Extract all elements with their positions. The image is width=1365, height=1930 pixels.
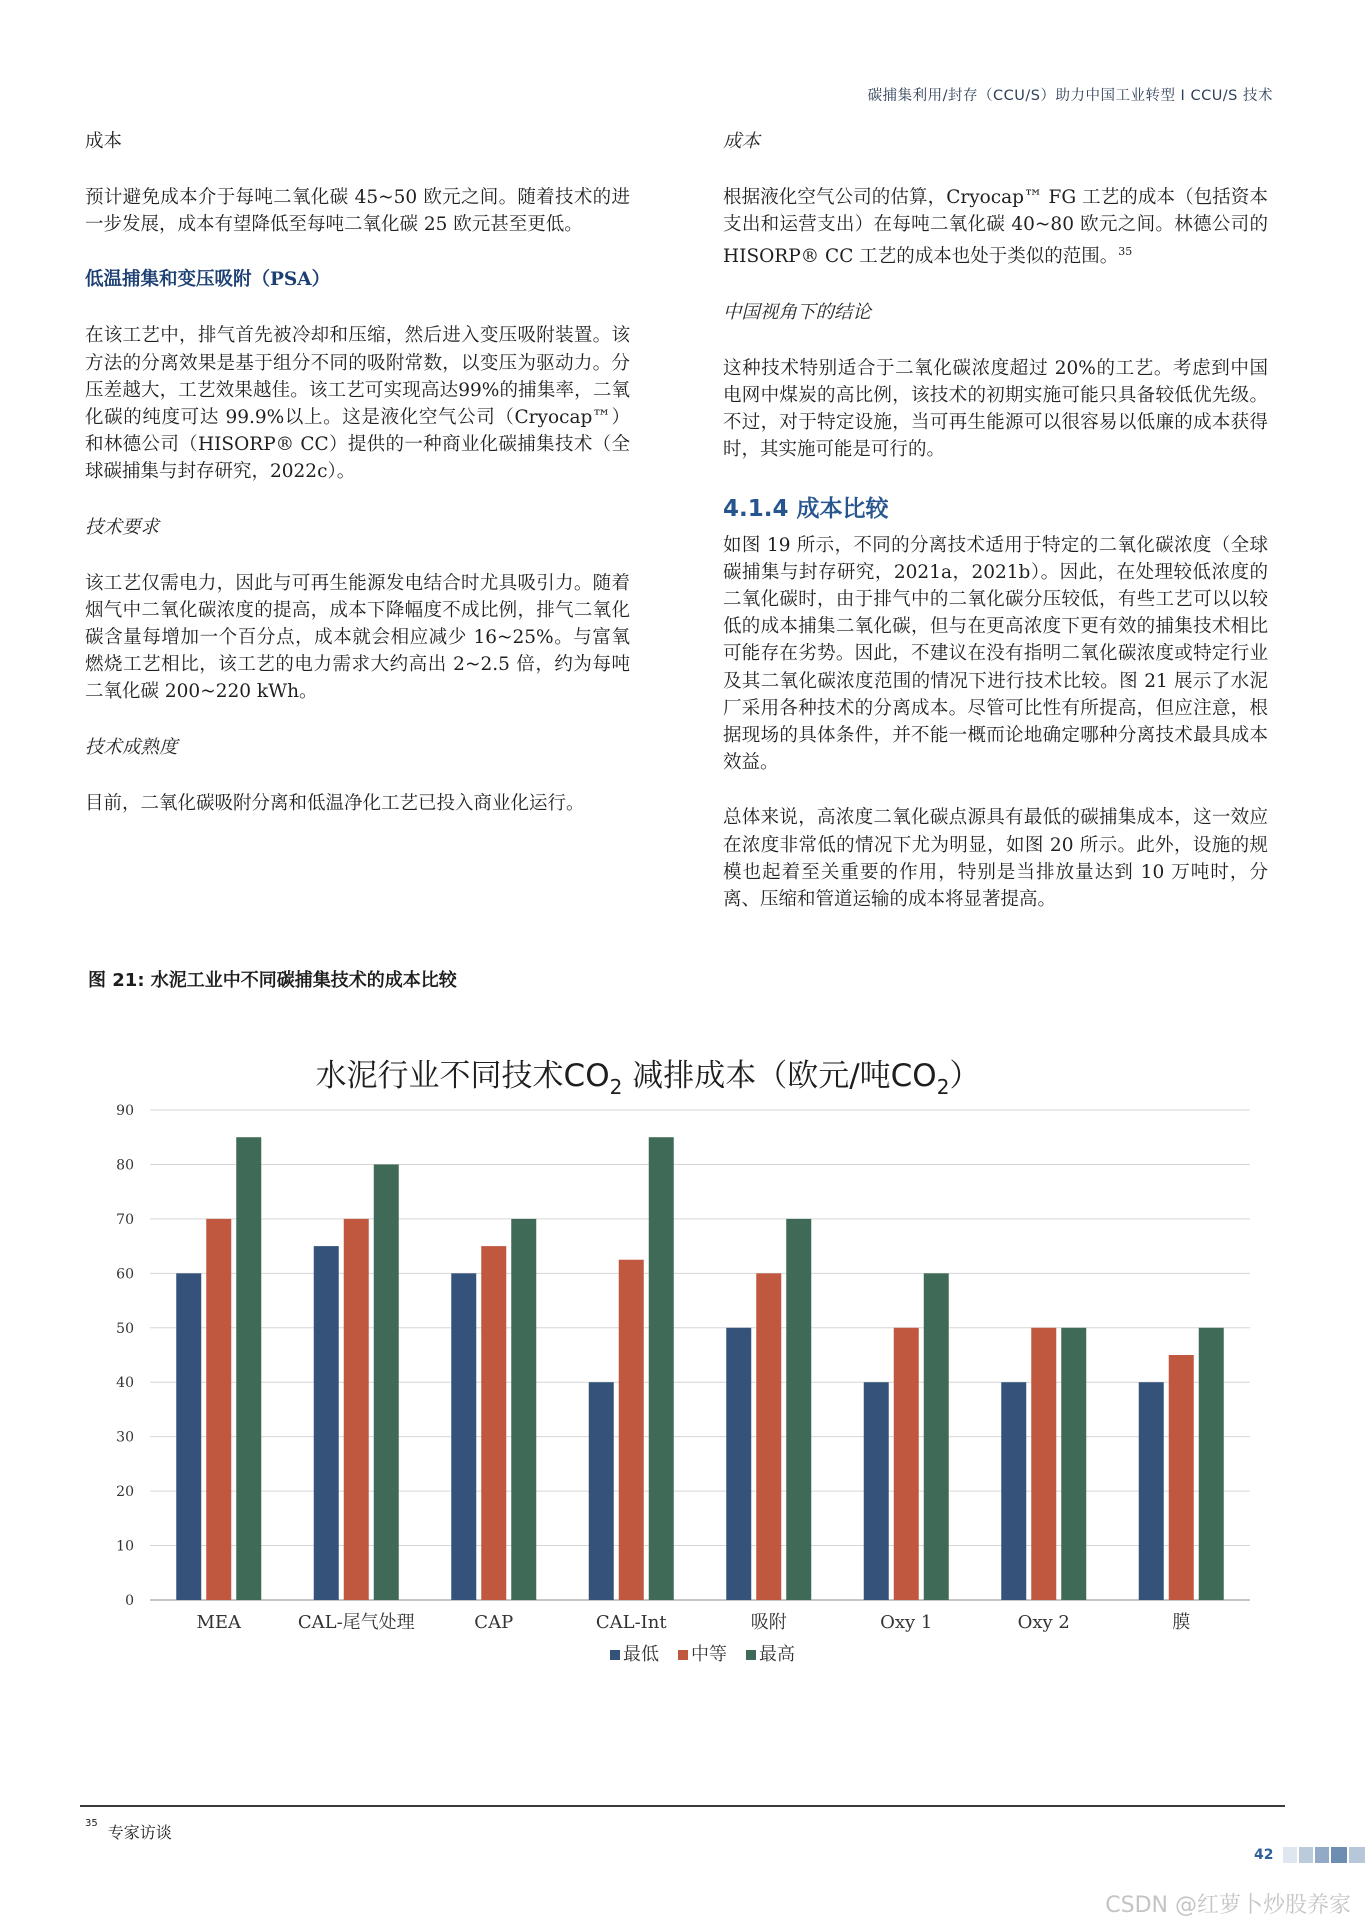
y-tick-label: 30: [116, 1429, 134, 1446]
right-cost-heading: 成本: [723, 131, 761, 152]
bar-min: [451, 1273, 476, 1600]
bar-max: [786, 1219, 811, 1600]
bar-mid: [344, 1219, 369, 1600]
running-header: 碳捕集利用/封存（CCU/S）助力中国工业转型 I CCU/S 技术: [867, 88, 1273, 104]
y-tick-label: 40: [116, 1375, 134, 1392]
footer-rule: [80, 1805, 1285, 1807]
watermark: CSDN @红萝卜炒股养家: [1105, 1893, 1351, 1918]
legend-label: 最高: [759, 1644, 795, 1665]
psa-heading: 低温捕集和变压吸附（PSA）: [85, 269, 331, 291]
maturity-heading: 技术成熟度: [85, 736, 178, 758]
psa-paragraph: 在该工艺中，排气首先被冷却和压缩，然后进入变压吸附装置。该方法的分离效果是基于组分不同的吸附常数，以变压为驱动力。分压差越大，工艺效果越佳。该工艺可实现高达99%的捕集率，二氧化碳的纯度可达 99.9%以上。这是液化空气公司（Cryocap™）和林德公司（HISORP® CC）提供的一种商业化碳捕集技术（全球碳捕集与封存研究，2022c）。: [85, 325, 630, 483]
bar-mid: [619, 1260, 644, 1600]
right-cost-paragraph: [723, 184, 1268, 271]
y-tick-label: 60: [116, 1266, 134, 1283]
bar-max: [511, 1219, 536, 1600]
bar-max: [1199, 1328, 1224, 1600]
x-tick-label: 吸附: [750, 1612, 787, 1633]
bar-mid: [756, 1273, 781, 1600]
legend-label: 最低: [623, 1644, 659, 1665]
left-column: [85, 128, 630, 845]
page-number: 42: [1254, 1847, 1274, 1863]
legend-swatch: [678, 1650, 688, 1660]
bar-min: [314, 1246, 339, 1600]
x-tick-label: Oxy 1: [880, 1612, 933, 1633]
y-tick-label: 90: [116, 1103, 134, 1119]
bar-chart: [80, 1030, 1260, 1690]
bar-min: [589, 1382, 614, 1600]
china-heading: 中国视角下的结论: [723, 301, 872, 323]
bar-mid: [206, 1219, 231, 1600]
maturity-paragraph: 目前，二氧化碳吸附分离和低温净化工艺已投入商业化运行。: [85, 792, 585, 814]
x-tick-label: MEA: [196, 1612, 242, 1633]
bar-min: [726, 1328, 751, 1600]
x-tick-label: Oxy 2: [1017, 1612, 1070, 1633]
x-tick-label: CAL-Int: [595, 1612, 667, 1633]
y-tick-label: 0: [125, 1593, 134, 1609]
x-tick-label: CAL-尾气处理: [297, 1612, 415, 1633]
bar-max: [1061, 1328, 1086, 1600]
china-paragraph: 这种技术特别适合于二氧化碳浓度超过 20%的工艺。考虑到中国电网中煤炭的高比例，该技术的初期实施可能只具备较低优先级。不过，对于特定设施，当可再生能源可以很容易以低廉的成本获得时，其实施可能是可行的。: [723, 357, 1268, 461]
footnote-ref: 35: [1118, 245, 1133, 259]
footnote-text: 专家访谈: [107, 1823, 172, 1842]
bar-max: [236, 1137, 261, 1600]
y-tick-label: 70: [116, 1211, 134, 1228]
cost-heading: 成本: [85, 131, 123, 152]
bar-max: [649, 1137, 674, 1600]
bar-mid: [894, 1328, 919, 1600]
y-tick-label: 10: [116, 1538, 134, 1555]
page-bar-decoration: [1283, 1847, 1365, 1863]
legend-swatch: [610, 1650, 620, 1660]
right-cost-text: 根据液化空气公司的估算，Cryocap™ FG 工艺的成本（包括资本支出和运营支出）在每吨二氧化碳 40~80 欧元之间。林德公司的 HISORP® CC 工艺的成本也处于类似的范围。: [723, 187, 1268, 268]
footnote: [85, 1820, 172, 1843]
y-tick-label: 80: [116, 1157, 134, 1174]
bar-mid: [1169, 1355, 1194, 1600]
section-heading: 4.1.4 成本比较: [723, 495, 889, 522]
bar-max: [374, 1164, 399, 1600]
bar-mid: [1031, 1328, 1056, 1600]
bar-min: [1001, 1382, 1026, 1600]
bar-min: [864, 1382, 889, 1600]
y-tick-label: 20: [116, 1484, 134, 1501]
section-paragraph-1: 如图 19 所示，不同的分离技术适用于特定的二氧化碳浓度（全球碳捕集与封存研究，2021a，2021b）。因此，在处理较低浓度的二氧化碳时，由于排气中的二氧化碳分压较低，有些工艺可以以较低的成本捕集二氧化碳，但与在更高浓度下更有效的捕集技术相比可能存在劣势。因此，不建议在没有指明二氧化碳浓度或特定行业及其二氧化碳浓度范围的情况下进行技术比较。图 21 展示了水泥厂采用各种技术的分离成本。尽管可比性有所提高，但应注意，根据现场的具体条件，并不能一概而论地确定哪种分离技术最具成本效益。: [723, 534, 1268, 774]
cost-paragraph: 预计避免成本介于每吨二氧化碳 45~50 欧元之间。随着技术的进一步发展，成本有望降低至每吨二氧化碳 25 欧元甚至更低。: [85, 187, 630, 236]
chart-title: 水泥行业不同技术$CO_2$ 减排成本（欧元/吨$CO_2$）: [315, 1058, 981, 1099]
bar-max: [924, 1273, 949, 1600]
x-tick-label: 膜: [1172, 1612, 1191, 1633]
bar-min: [1139, 1382, 1164, 1600]
figure-caption: 图 21: 水泥工业中不同碳捕集技术的成本比较: [88, 970, 457, 991]
legend-swatch: [746, 1650, 756, 1660]
footnote-number: 35: [85, 1818, 98, 1829]
legend-label: 中等: [691, 1644, 727, 1665]
bar-min: [176, 1273, 201, 1600]
y-tick-label: 50: [116, 1320, 134, 1337]
bar-mid: [481, 1246, 506, 1600]
requirements-heading: 技术要求: [85, 516, 160, 538]
right-column: [723, 128, 1268, 941]
x-tick-label: CAP: [474, 1612, 514, 1633]
section-paragraph-2: 总体来说，高浓度二氧化碳点源具有最低的碳捕集成本，这一效应在浓度非常低的情况下尤为明显，如图 20 所示。此外，设施的规模也起着至关重要的作用，特别是当排放量达到 10 万吨时，分离、压缩和管道运输的成本将显著提高。: [723, 807, 1268, 911]
requirements-paragraph: 该工艺仅需电力，因此与可再生能源发电结合时尤具吸引力。随着烟气中二氧化碳浓度的提高，成本下降幅度不成比例，排气二氧化碳含量每增加一个百分点，成本就会相应减少 16~25%。与富氧燃烧工艺相比，该工艺的电力需求大约高出 2~2.5 倍，约为每吨二氧化碳 200~220 kWh。: [85, 572, 630, 703]
